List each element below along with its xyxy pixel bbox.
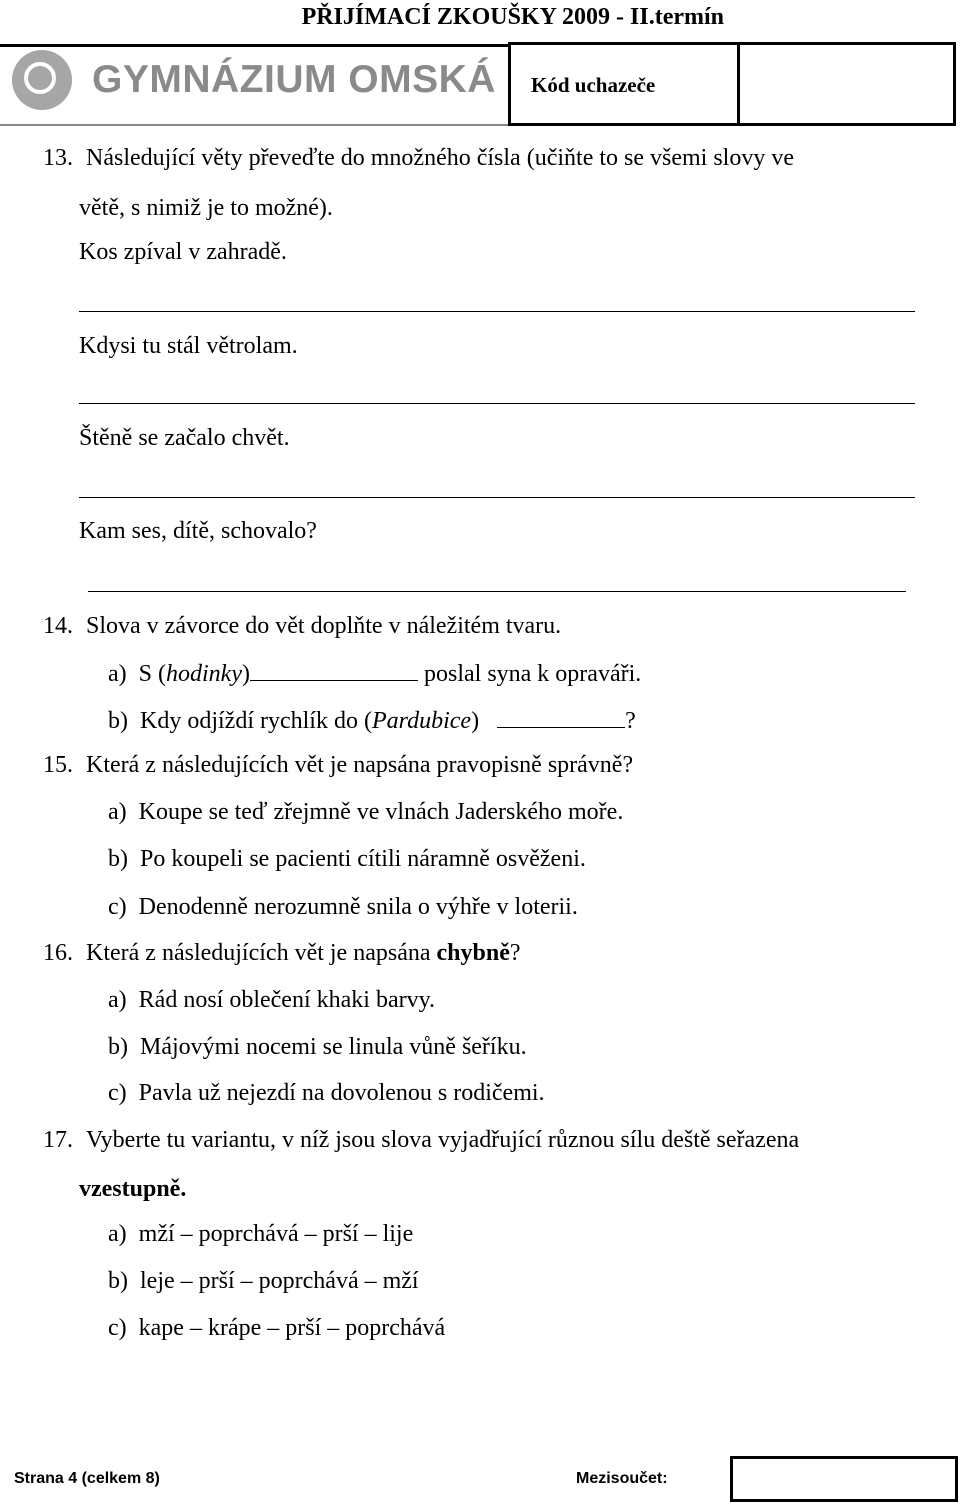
q16-c-marker: c) bbox=[108, 1080, 127, 1106]
q17-b-text: leje – prší – poprchává – mží bbox=[140, 1268, 419, 1294]
q14-item-b bbox=[108, 707, 636, 733]
q16-a-text: Rád nosí oblečení khaki barvy. bbox=[138, 987, 436, 1013]
q14-b-marker: b) bbox=[108, 708, 128, 734]
q14-a-before: S ( bbox=[138, 661, 166, 687]
q15-number: 15. bbox=[43, 752, 73, 778]
q15-c-text: Denodenně nerozumně snila o výhře v loterii. bbox=[138, 894, 578, 920]
q14-a-blank[interactable] bbox=[250, 660, 418, 681]
q13-instruction-line1: Následující věty převeďte do množného čísla (učiňte to se všemi slovy ve bbox=[86, 145, 794, 171]
applicant-code-box bbox=[508, 42, 956, 126]
q17-question-line2 bbox=[79, 1177, 186, 1201]
q17-option-b[interactable] bbox=[108, 1269, 419, 1293]
q13-sentence-2: Kdysi tu stál větrolam. bbox=[79, 333, 298, 359]
q17-question-line1: Vyberte tu variantu, v níž jsou slova vyjadřující různou sílu deště seřazena bbox=[86, 1127, 800, 1153]
q15-option-b[interactable] bbox=[108, 847, 586, 871]
q15-a-text: Koupe se teď zřejmně ve vlnách Jaderského moře. bbox=[138, 799, 624, 825]
q14-item-a bbox=[108, 660, 641, 686]
q14-b-before: Kdy odjíždí rychlík do ( bbox=[140, 708, 372, 734]
q16-question bbox=[86, 941, 521, 965]
header-rule bbox=[0, 44, 510, 47]
q16-b-marker: b) bbox=[108, 1034, 128, 1060]
applicant-code-label: Kód uchazeče bbox=[531, 73, 656, 97]
q17-a-marker: a) bbox=[108, 1221, 127, 1247]
q16-number: 16. bbox=[43, 940, 73, 966]
school-name: GYMNÁZIUM OMSKÁ bbox=[92, 58, 496, 101]
school-logo-icon bbox=[12, 50, 72, 110]
subtotal-box[interactable] bbox=[730, 1456, 958, 1502]
q16-question-bold: chybně bbox=[436, 940, 510, 966]
q16-a-marker: a) bbox=[108, 987, 127, 1013]
q16-c-text: Pavla už nejezdí na dovolenou s rodičemi. bbox=[138, 1080, 545, 1106]
q16-question-after: ? bbox=[509, 940, 521, 966]
q15-a-marker: a) bbox=[108, 799, 127, 825]
q14-b-after: ? bbox=[625, 708, 636, 734]
q14-a-marker: a) bbox=[108, 661, 127, 687]
q17-number: 17. bbox=[43, 1127, 73, 1153]
q14-instruction: Slova v závorce do vět doplňte v náležitém tvaru. bbox=[86, 613, 562, 639]
q16-question-before: Která z následujících vět je napsána bbox=[86, 940, 437, 966]
q14-a-after: poslal syna k opraváři. bbox=[417, 661, 642, 687]
q17-option-a[interactable] bbox=[108, 1222, 413, 1246]
q14-a-close: ) bbox=[241, 661, 250, 687]
q13-answer-line-4[interactable] bbox=[88, 591, 906, 592]
q13-instruction-line2: větě, s nimiž je to možné). bbox=[79, 195, 333, 221]
code-box-divider bbox=[737, 45, 740, 123]
q13-number: 13. bbox=[43, 145, 73, 171]
q14-b-close: ) bbox=[471, 708, 480, 734]
q14-number: 14. bbox=[43, 613, 73, 639]
q17-question-bold: vzestupně. bbox=[79, 1176, 187, 1202]
q13-answer-line-2[interactable] bbox=[79, 403, 915, 404]
q13-answer-line-3[interactable] bbox=[79, 497, 915, 498]
exam-title: PŘIJÍMACÍ ZKOUŠKY 2009 - II.termín bbox=[301, 4, 724, 30]
q17-b-marker: b) bbox=[108, 1268, 128, 1294]
q16-b-text: Májovými nocemi se linula vůně šeříku. bbox=[140, 1034, 527, 1060]
q14-a-word: hodinky bbox=[166, 661, 242, 687]
q17-a-text: mží – poprchává – prší – lije bbox=[138, 1221, 414, 1247]
q14-b-blank[interactable] bbox=[497, 707, 625, 728]
q15-b-text: Po koupeli se pacienti cítili náramně osvěženi. bbox=[140, 846, 586, 872]
logo-rule bbox=[0, 124, 510, 126]
q14-b-word: Pardubice bbox=[371, 708, 472, 734]
q17-c-marker: c) bbox=[108, 1315, 127, 1341]
q13-answer-line-1[interactable] bbox=[79, 311, 915, 312]
q15-c-marker: c) bbox=[108, 894, 127, 920]
q13-sentence-1: Kos zpíval v zahradě. bbox=[79, 239, 287, 265]
q17-option-c[interactable] bbox=[108, 1316, 445, 1340]
q15-b-marker: b) bbox=[108, 846, 128, 872]
q16-option-a[interactable] bbox=[108, 988, 435, 1012]
q15-option-a[interactable] bbox=[108, 800, 623, 824]
q13-sentence-4: Kam ses, dítě, schovalo? bbox=[79, 518, 317, 544]
subtotal-label: Mezisoučet: bbox=[576, 1470, 668, 1487]
q13-sentence-3: Štěně se začalo chvět. bbox=[79, 425, 290, 451]
page-number-label: Strana 4 (celkem 8) bbox=[14, 1470, 160, 1487]
q17-c-text: kape – krápe – prší – poprchává bbox=[138, 1315, 446, 1341]
q15-option-c[interactable] bbox=[108, 895, 578, 919]
q16-option-b[interactable] bbox=[108, 1035, 527, 1059]
q15-question: Která z následujících vět je napsána pravopisně správně? bbox=[86, 752, 634, 778]
q16-option-c[interactable] bbox=[108, 1081, 545, 1105]
